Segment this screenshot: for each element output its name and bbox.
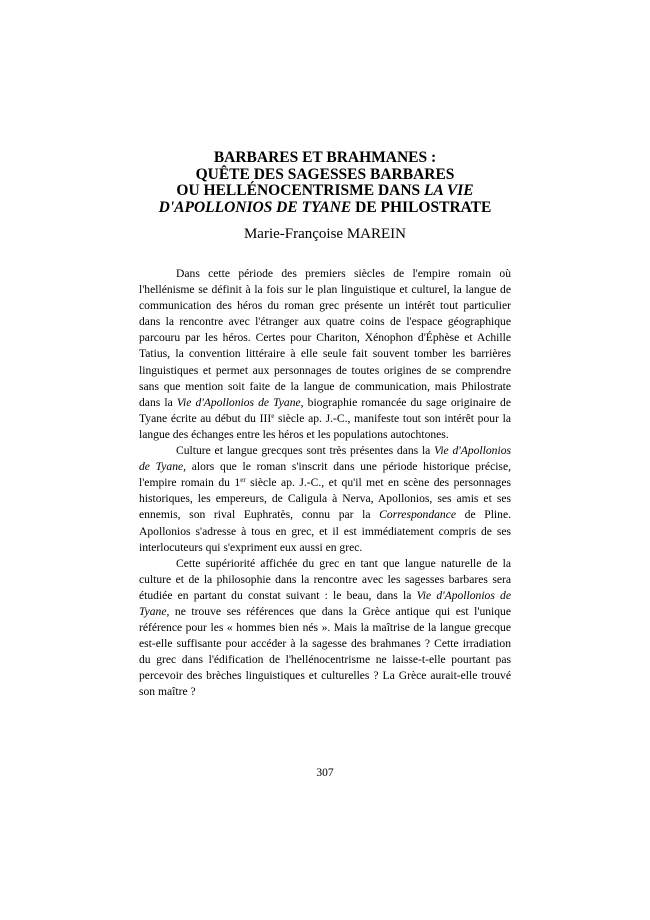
p3-text-a: Cette supériorité affichée du grec en tant que langue naturelle de la culture et de la philosophie dans la rencontre avec les sagesses barbares sera étudiée en partant du constat suivant : le beau, dans la <box>139 556 511 602</box>
article-title <box>120 150 530 216</box>
paragraph-3 <box>139 556 511 701</box>
p2-text-a: Culture et langue grecques sont très présentes dans la <box>176 444 435 458</box>
title-line-3-italic: LA VIE <box>424 182 474 199</box>
paragraph-2 <box>139 443 511 556</box>
p2-text-e: siècle ap. J.-C., et qu'il met en scène des personnages historiques, les empereurs, de Caligula à Nerva, Apollonios, ses amis et ses ennemis, son rival Euphratès, connu par la <box>139 476 511 522</box>
title-line-1: BARBARES ET BRAHMANES : <box>213 149 437 166</box>
p3-italic-title: Vie d'Apollonios de Tyane <box>139 588 511 618</box>
p2-italic-correspondance: Correspondance <box>379 508 457 522</box>
paragraph-1 <box>139 266 511 443</box>
p2-text-c: alors que le roman s'inscrit dans une période historique précise, l'empire romain du 1 <box>139 460 511 490</box>
p1-text-a: Dans cette période des premiers siècles de l'empire romain où l'hellénisme se définit à la fois sur le plan linguistique et culturel, la langue de communication des héros du roman grec présente un intérêt tout particulier dans la rencontre avec l'étranger aux quatre coins de l'espace géographique parcouru par les héros. Certes pour Chariton, Xénophon d'Éphèse et Achille Tatius, la convention littéraire à elle seule fait souvent tomber les barrières linguistiques et permet aux personnages de toutes origines de se comprendre sans que mention soit faite de la langue de communication, mais Philostrate dans la <box>139 267 511 409</box>
title-line-4-text: DE PHILOSTRATE <box>351 198 492 216</box>
title-line-3 <box>120 183 530 200</box>
title-line-2: QUÊTE DES SAGESSES BARBARES <box>195 165 455 183</box>
p2-superscript: er <box>240 476 246 485</box>
p1-superscript: e <box>271 411 275 420</box>
p1-text-e: siècle ap. J.-C., manifeste tout son intérêt pour la langue des échanges entre les héros et les populations autochtones. <box>139 411 511 441</box>
author-name: Marie-Françoise MAREIN <box>243 226 407 242</box>
p1-italic-title: Vie d'Apollonios de Tyane <box>176 395 301 409</box>
p2-italic-title: Vie d'Apollonios de Tyane, <box>139 444 511 474</box>
title-line-4 <box>120 200 530 217</box>
p1-text-c: , biographie romancée du sage originaire de Tyane écrite au début du III <box>139 395 511 425</box>
article-body <box>139 266 511 701</box>
title-line-4-italic: D'APOLLONIOS DE TYANE <box>158 198 352 216</box>
p3-text-c: , ne trouve ses références que dans la Grèce antique qui est l'unique référence pour les « hommes bien nés ». Mais la maîtrise de la langue grecque est-elle suffisante pour accéder à la sagesse des brahmanes ? Cette irradiation du grec dans l'édification de l'hellénocentrisme ne laisse-t-elle pourtant pas percevoir des brèches linguistiques et culturelles ? La Grèce aurait-elle trouvé son maître ? <box>139 604 511 699</box>
p2-text-g: de Pline. Apollonios s'adresse à tous en grec, et il est immédiatement compris de ses interlocuteurs qui s'expriment eux aussi en grec. <box>139 508 511 554</box>
title-line-3-text: OU HELLÉNOCENTRISME DANS <box>176 182 425 199</box>
page-number: 307 <box>316 767 334 779</box>
